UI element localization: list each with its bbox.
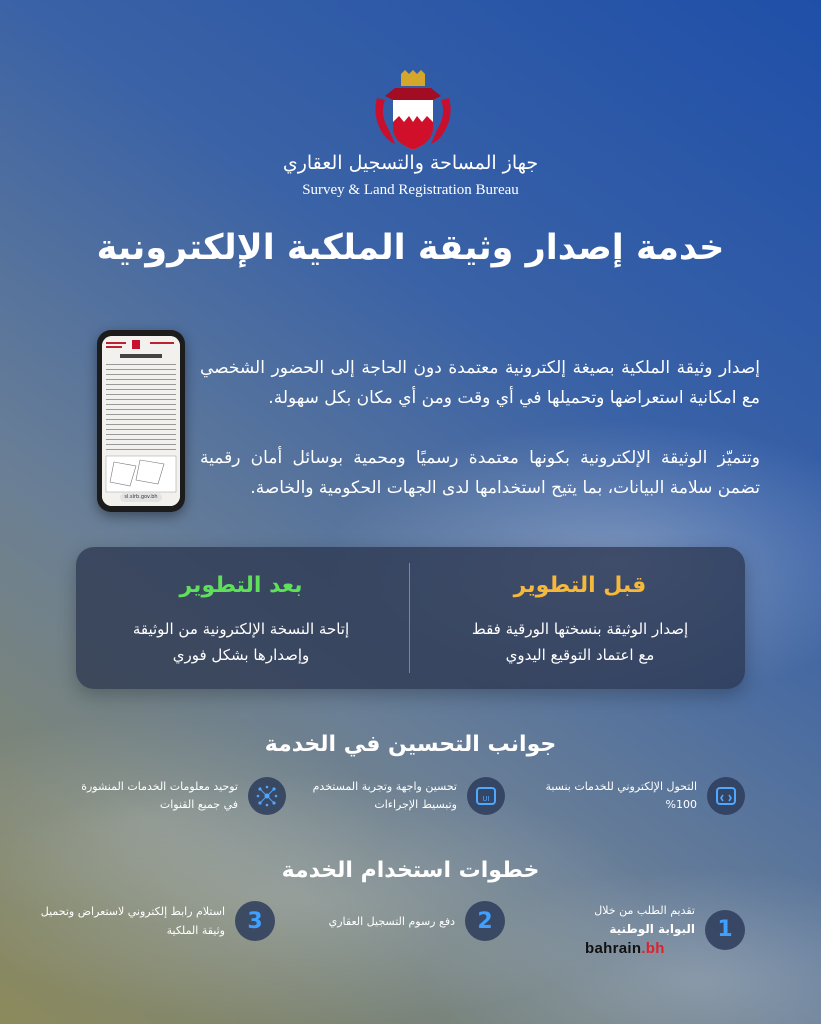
after-description [76, 616, 406, 668]
after-column [76, 573, 406, 668]
before-line-1: إصدار الوثيقة بنسختها الورقية فقط [471, 620, 689, 638]
bureau-name-english: Survey & Land Registration Bureau [302, 182, 519, 198]
title-deed-preview [102, 336, 180, 506]
step-number: 1 [705, 910, 745, 950]
bahrain-bh-logo[interactable] [585, 939, 695, 958]
after-line-1: إتاحة النسخة الإلكترونية من الوثيقة [132, 620, 350, 638]
intro-paragraph-1: إصدار وثيقة الملكية بصيغة إلكترونية معتمدة دون الحاجة إلى الحضور الشخصي مع امكانية استعراضها وتحميلها في أي وقت ومن أي مكان بكل سهولة. [200, 358, 760, 408]
national-portal-label: البوابة الوطنية [609, 922, 695, 936]
before-after-panel [76, 547, 745, 689]
step-item [305, 901, 505, 941]
code-window-icon [707, 777, 745, 815]
svg-text:UI: UI [482, 795, 490, 803]
ui-window-icon [467, 777, 505, 815]
logo-part-bahrain: bahrain [585, 940, 642, 957]
step-1-text: تقديم الطلب من خلال [594, 904, 695, 917]
before-line-2: مع اعتماد التوقيع اليدوي [505, 646, 655, 664]
intro-paragraph-2: وتتميّز الوثيقة الإلكترونية بكونها معتمدة رسميًا ومحمية بوسائل أمان رقمية تضمن سلامة البيانات، بما يتيح استخدامها لدى الجهات الحكومية والخاصة. [200, 448, 760, 498]
improvement-item [287, 777, 505, 815]
page-title: خدمة إصدار وثيقة الملكية الإلكترونية [96, 228, 725, 268]
phone-screen [102, 336, 180, 506]
step-text: دفع رسوم التسجيل العقاري [328, 914, 455, 928]
bureau-name-arabic: جهاز المساحة والتسجيل العقاري [282, 152, 539, 174]
logo-part-bh: .bh [641, 940, 665, 957]
improvement-item [68, 777, 286, 815]
step-text [585, 901, 695, 958]
after-title: بعد التطوير [179, 573, 303, 598]
phone-url-bar: sl.slrb.gov.bh [120, 493, 162, 502]
improvement-item [527, 777, 745, 815]
before-column [415, 573, 745, 668]
panel-divider [409, 563, 410, 673]
steps-title: خطوات استخدام الخدمة [281, 858, 540, 883]
before-title: قبل التطوير [513, 573, 647, 598]
step-item [585, 901, 745, 958]
improvement-text: توحيد معلومات الخدمات المنشورة في جميع القنوات [81, 780, 238, 811]
step-text: استلام رابط إلكتروني لاستعراض وتحميل وثيقة الملكية [40, 905, 225, 937]
step-item [35, 901, 275, 941]
before-description [415, 616, 745, 668]
step-number: 2 [465, 901, 505, 941]
after-line-2: وإصدارها بشكل فوري [172, 646, 310, 664]
improvement-text: تحسين واجهة وتجربة المستخدم وتبسيط الإجراءات [312, 780, 457, 811]
bahrain-emblem-logo [373, 70, 453, 152]
improvements-title: جوانب التحسين في الخدمة [264, 732, 557, 757]
step-number: 3 [235, 901, 275, 941]
network-icon [248, 777, 286, 815]
phone-mockup [97, 330, 185, 512]
improvement-text: التحول الإلكتروني للخدمات بنسبة 100% [545, 780, 697, 811]
